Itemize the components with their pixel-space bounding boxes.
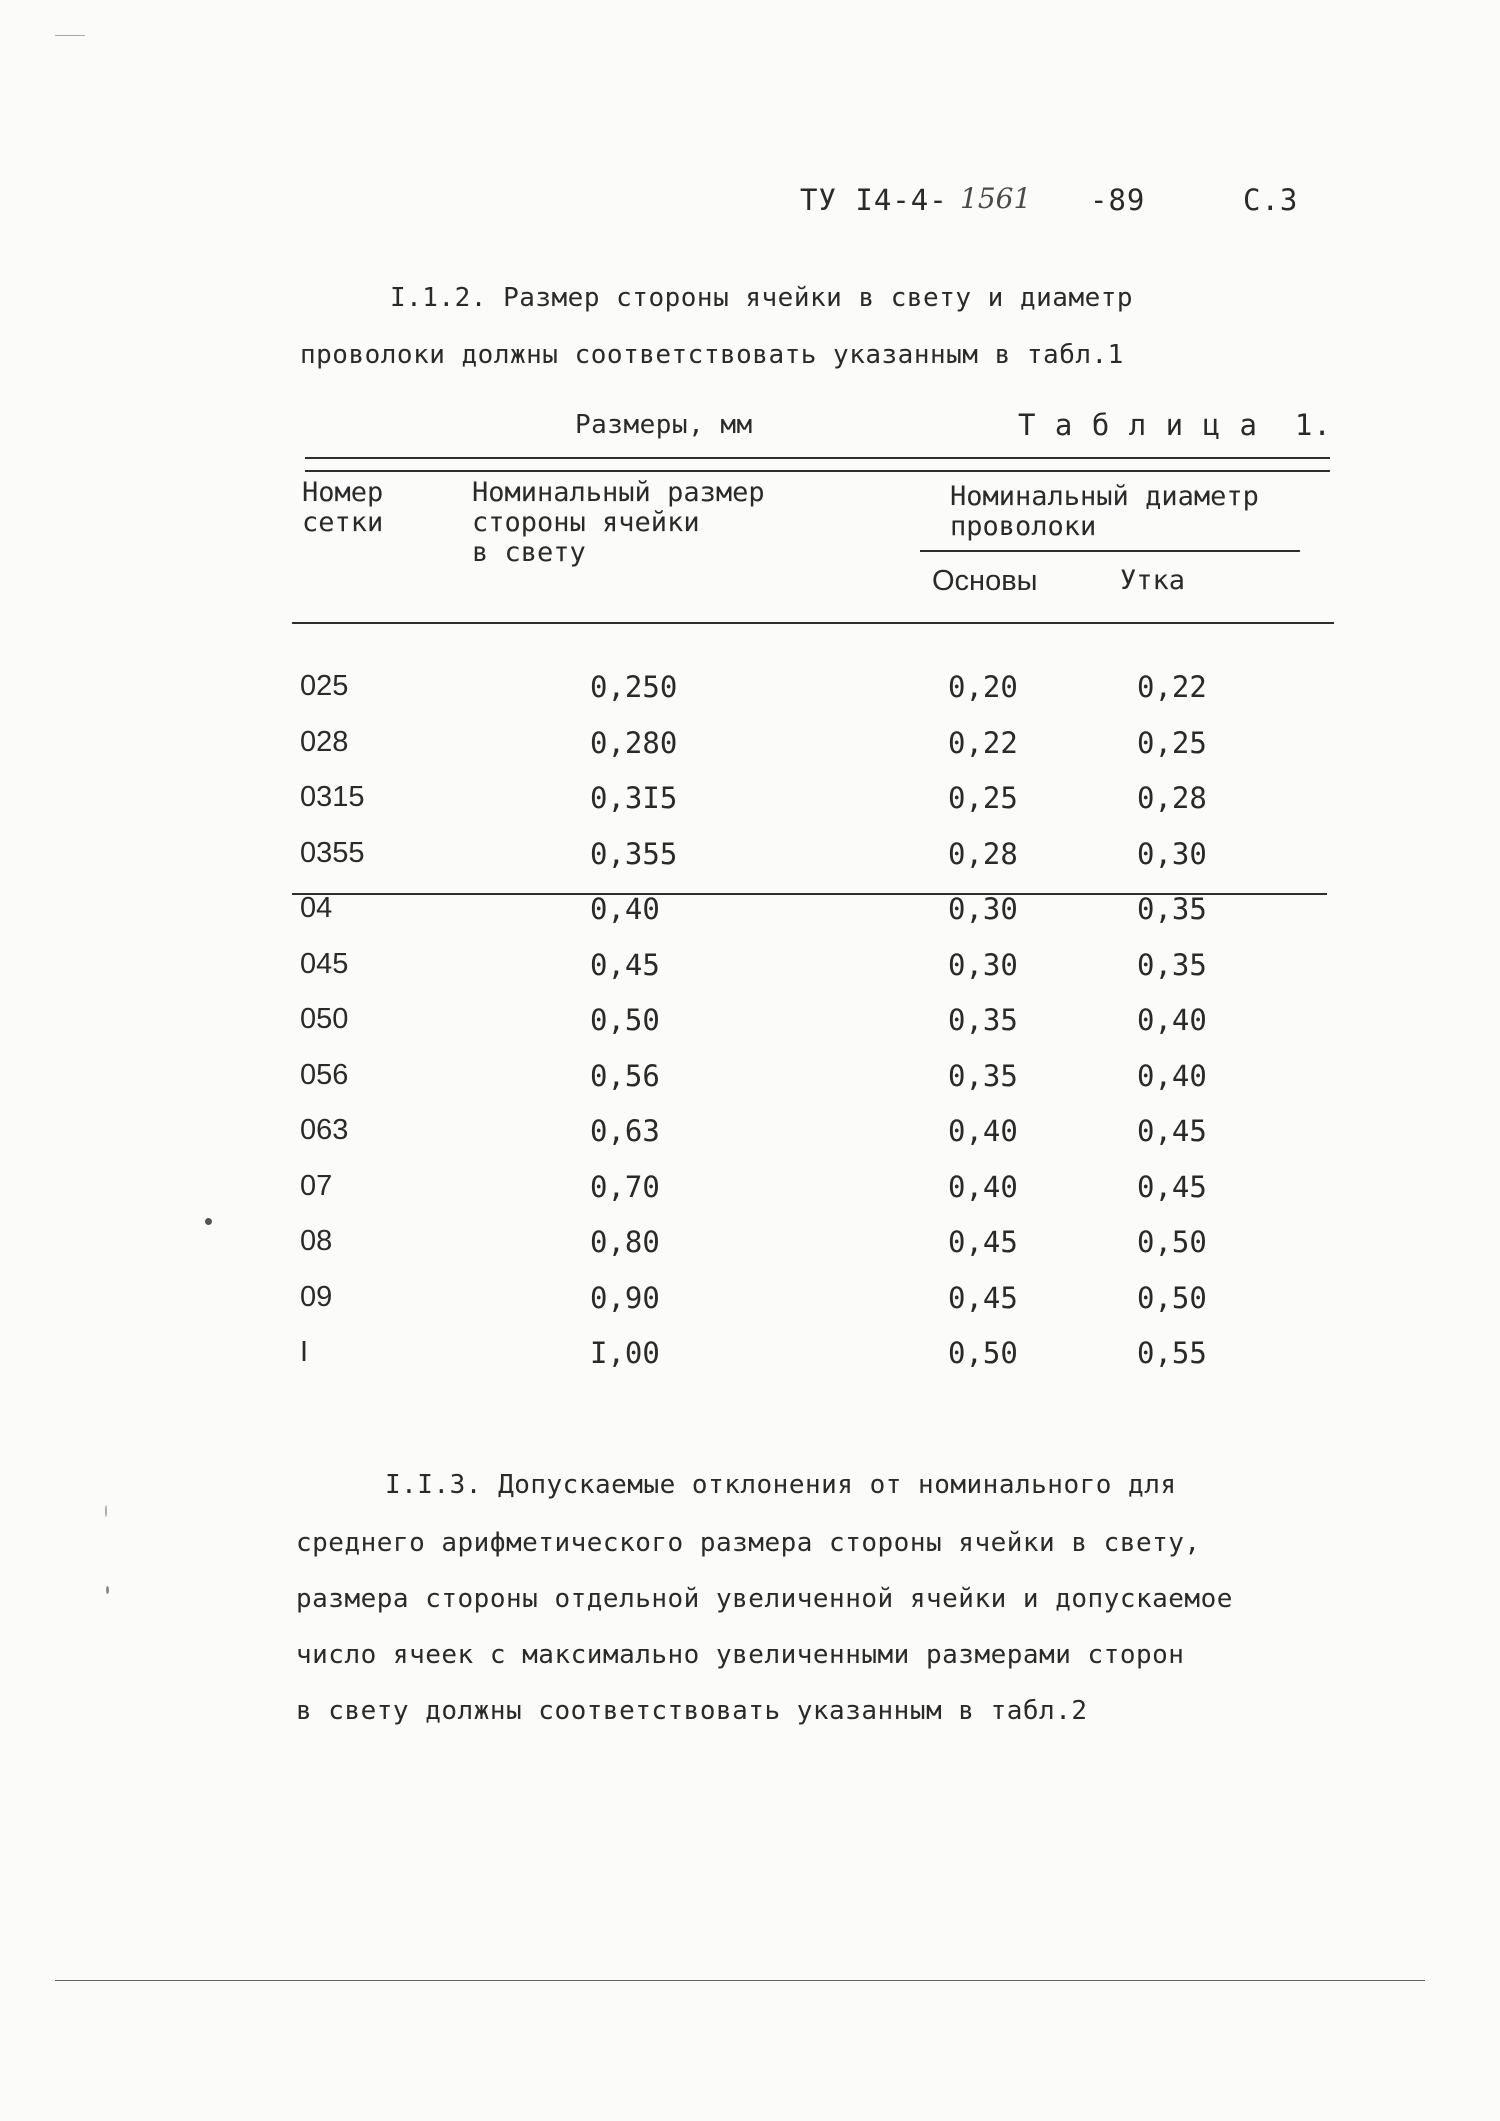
cell-warp-diameter: 0,22 — [948, 725, 1018, 760]
cell-warp-diameter: 0,45 — [948, 1225, 1018, 1259]
cell-mesh-number: 09 — [300, 1280, 333, 1313]
cell-warp-diameter: 0,40 — [948, 1114, 1018, 1148]
cell-weft-diameter: 0,55 — [1137, 1336, 1207, 1370]
cell-mesh-number: I — [300, 1336, 309, 1368]
cell-nominal-size: 0,90 — [590, 1280, 660, 1315]
doc-designation-prefix: ТУ I4-4- — [800, 183, 948, 217]
cell-weft-diameter: 0,22 — [1137, 670, 1207, 704]
cell-weft-diameter: 0,28 — [1137, 781, 1207, 815]
cell-weft-diameter: 0,35 — [1137, 947, 1207, 982]
cell-warp-diameter: 0,35 — [948, 1003, 1018, 1037]
cell-mesh-number: 028 — [300, 725, 349, 758]
cell-nominal-size: 0,280 — [590, 725, 678, 760]
para-112-line-1: I.1.2. Размер стороны ячейки в свету и диаметр — [390, 283, 1134, 313]
para-112-line-2: проволоки должны соответствовать указанным в табл.1 — [300, 340, 1124, 370]
cell-warp-diameter: 0,50 — [948, 1336, 1018, 1370]
cell-nominal-size: 0,3I5 — [590, 781, 678, 815]
cell-warp-diameter: 0,45 — [948, 1280, 1018, 1315]
page-number: С.3 — [1243, 183, 1299, 217]
cell-mesh-number: 0315 — [300, 781, 365, 813]
cell-nominal-size: 0,70 — [590, 1169, 660, 1204]
cell-warp-diameter: 0,25 — [948, 781, 1018, 815]
cell-weft-diameter: 0,25 — [1137, 725, 1207, 760]
para-113-line-5: в свету должны соответствовать указанным в табл.2 — [296, 1696, 1088, 1726]
cell-warp-diameter: 0,30 — [948, 947, 1018, 982]
cell-nominal-size: 0,50 — [590, 1003, 660, 1037]
table-caption: Т а б л и ц а 1. — [1018, 408, 1332, 442]
cell-nominal-size: 0,80 — [590, 1225, 660, 1259]
cell-weft-diameter: 0,40 — [1137, 1058, 1207, 1093]
col-header-nominal-size: Номинальный размер стороны ячейки в свету — [472, 477, 765, 568]
para-113-line-4: число ячеек с максимально увеличенными размерами сторон — [296, 1640, 1185, 1670]
cell-mesh-number: 063 — [300, 1114, 349, 1146]
col-header-weft: Утка — [1120, 565, 1186, 596]
cell-mesh-number: 025 — [300, 670, 349, 702]
table-top-rule — [305, 457, 1330, 459]
scan-speck — [106, 1586, 109, 1594]
cell-nominal-size: 0,40 — [590, 892, 660, 926]
table-units: Размеры, мм — [575, 410, 753, 440]
cell-weft-diameter: 0,50 — [1137, 1280, 1207, 1315]
scan-speck — [205, 1218, 212, 1225]
cell-warp-diameter: 0,35 — [948, 1058, 1018, 1093]
col-header-mesh-number: Номер сетки — [302, 477, 384, 538]
cell-mesh-number: 050 — [300, 1003, 349, 1035]
cell-weft-diameter: 0,30 — [1137, 836, 1207, 871]
cell-weft-diameter: 0,40 — [1137, 1003, 1207, 1037]
scan-speck — [105, 1505, 107, 1517]
page-top-edge — [55, 35, 85, 36]
cell-warp-diameter: 0,20 — [948, 670, 1018, 704]
cell-mesh-number: 0355 — [300, 836, 365, 869]
col-header-nominal-diameter: Номинальный диаметр проволоки — [950, 481, 1259, 542]
table-top-rule-2 — [305, 470, 1330, 472]
para-113-line-2: среднего арифметического размера стороны ячейки в свету, — [296, 1528, 1201, 1558]
col-header-warp: Основы — [932, 565, 1038, 597]
diameter-subheader-rule — [920, 550, 1300, 552]
doc-designation-suffix: -89 — [1090, 183, 1146, 217]
para-113-line-1: I.I.3. Допускаемые отклонения от номинального для — [385, 1470, 1177, 1500]
cell-warp-diameter: 0,40 — [948, 1169, 1018, 1204]
table-header-bottom-rule — [292, 622, 1334, 624]
cell-nominal-size: 0,45 — [590, 947, 660, 982]
cell-nominal-size: 0,56 — [590, 1058, 660, 1093]
cell-weft-diameter: 0,50 — [1137, 1225, 1207, 1259]
para-113-line-3: размера стороны отдельной увеличенной ячейки и допускаемое — [296, 1584, 1233, 1614]
cell-nominal-size: 0,355 — [590, 836, 678, 871]
cell-warp-diameter: 0,28 — [948, 836, 1018, 871]
cell-nominal-size: 0,63 — [590, 1114, 660, 1148]
cell-warp-diameter: 0,30 — [948, 892, 1018, 926]
doc-number-handwritten: 1561 — [960, 182, 1032, 215]
cell-weft-diameter: 0,45 — [1137, 1169, 1207, 1204]
page-bottom-edge — [55, 1980, 1425, 1981]
cell-mesh-number: 07 — [300, 1169, 333, 1202]
cell-nominal-size: I,00 — [590, 1336, 660, 1370]
cell-mesh-number: 04 — [300, 892, 333, 924]
cell-nominal-size: 0,250 — [590, 670, 678, 704]
cell-mesh-number: 045 — [300, 947, 349, 980]
cell-weft-diameter: 0,35 — [1137, 892, 1207, 926]
cell-mesh-number: 08 — [300, 1225, 333, 1257]
cell-mesh-number: 056 — [300, 1058, 349, 1091]
cell-weft-diameter: 0,45 — [1137, 1114, 1207, 1148]
